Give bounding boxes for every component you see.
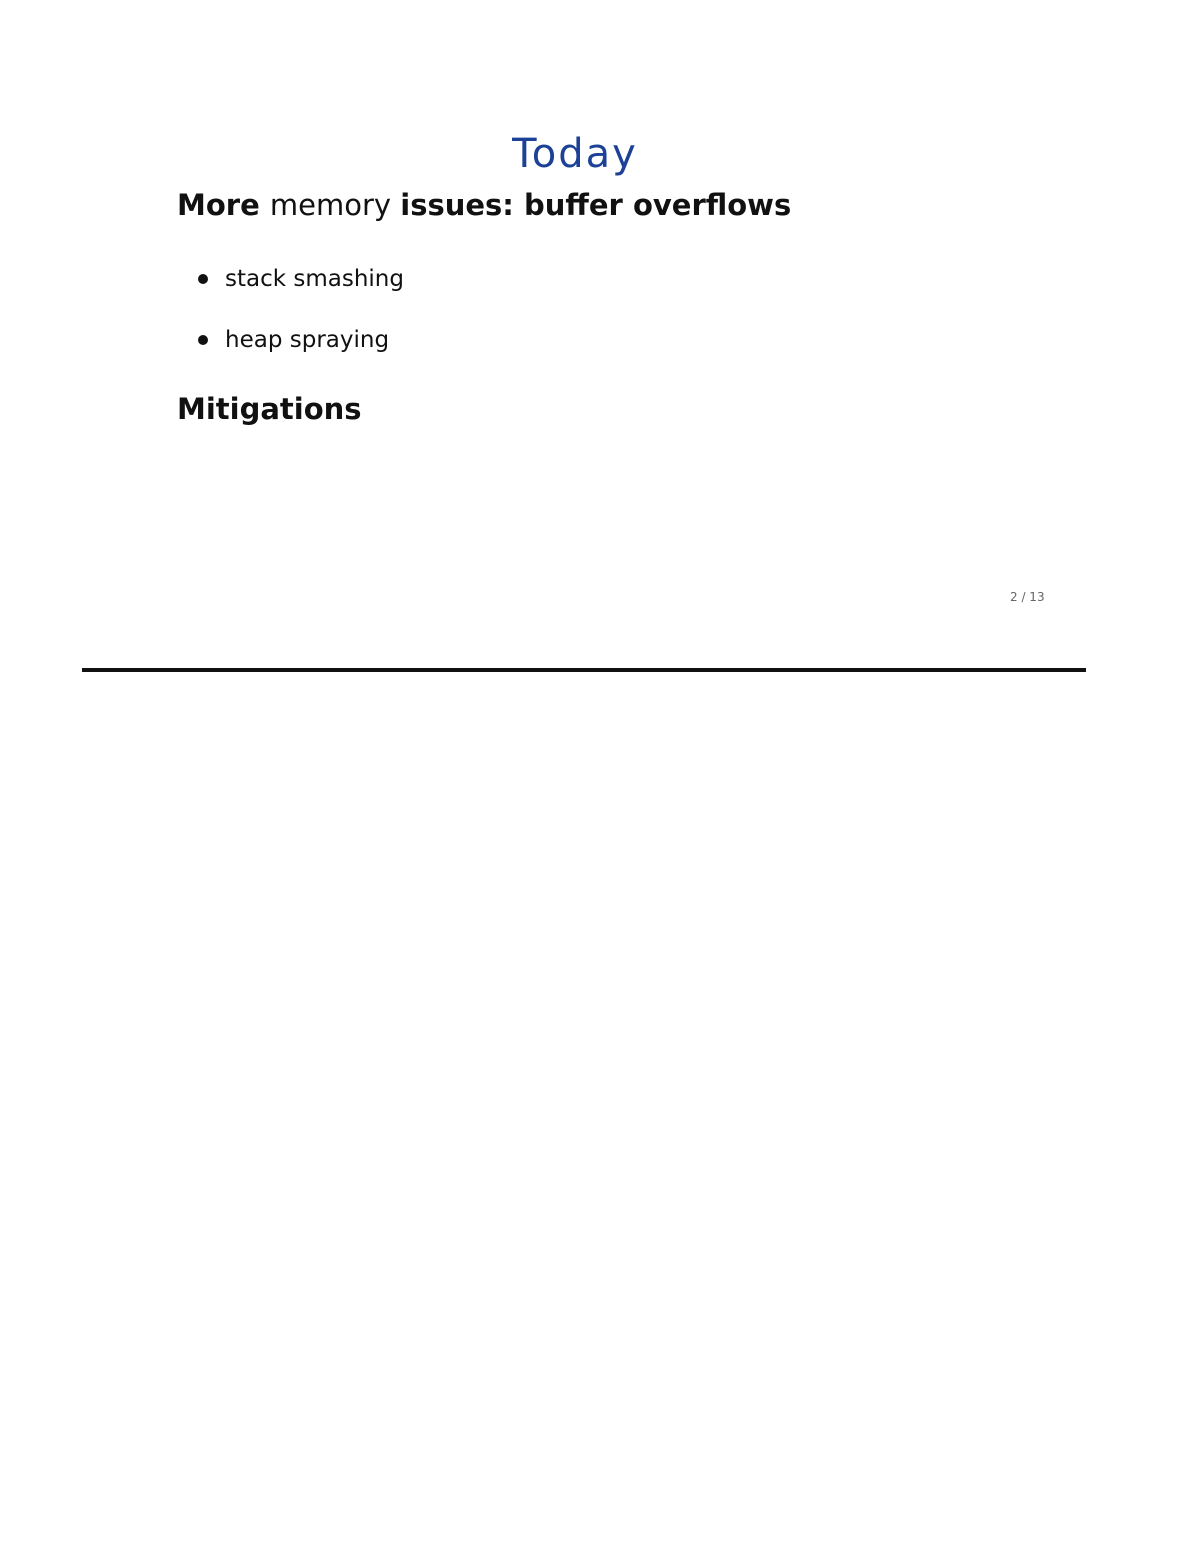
list-item: [196, 260, 404, 298]
slide: [0, 0, 1200, 640]
bullet-list: [196, 260, 404, 382]
bullet-text: heap spraying: [225, 327, 390, 353]
heading-text-memory: memory: [269, 188, 401, 222]
section-heading-buffer-overflows: [177, 187, 791, 223]
section-heading-mitigations: Mitigations: [177, 392, 362, 426]
heading-text-more: More: [177, 188, 270, 222]
list-item: [196, 321, 404, 359]
slide-divider: [82, 668, 1086, 672]
bullet-icon: [198, 274, 208, 284]
page-number: 2 / 13: [1010, 590, 1045, 604]
bullet-icon: [198, 335, 208, 345]
bullet-text: stack smashing: [225, 266, 404, 292]
heading-text-issues: issues: buffer overflows: [400, 188, 792, 222]
slide-title: Today: [512, 131, 638, 177]
